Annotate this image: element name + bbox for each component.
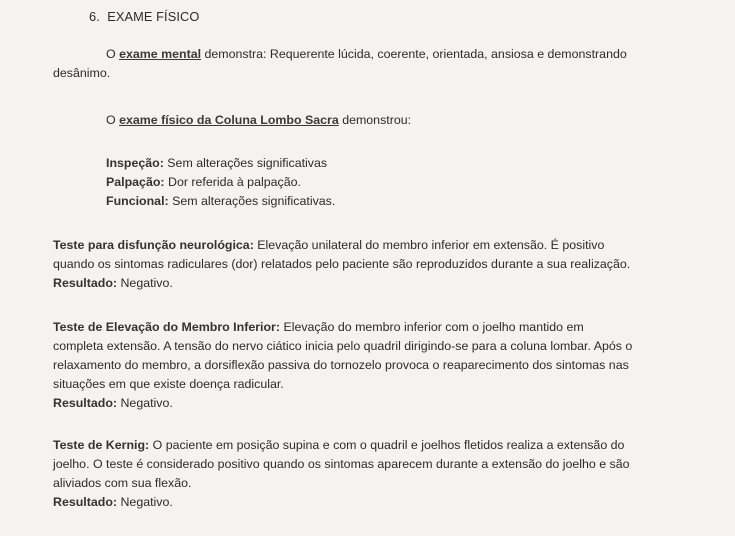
finding-value: Sem alterações significativas. bbox=[168, 194, 336, 208]
mental-exam-link: exame mental bbox=[119, 47, 202, 61]
finding-value: Dor referida à palpação. bbox=[164, 175, 301, 189]
mental-exam-text: demonstra: Requerente lúcida, coerente, orientada, ansiosa e demonstrando bbox=[201, 47, 627, 61]
finding-label: Funcional: bbox=[106, 194, 169, 208]
result-value: Negativo. bbox=[117, 276, 173, 290]
findings-list bbox=[106, 154, 335, 211]
finding-funcional bbox=[106, 192, 335, 211]
test-kernig bbox=[53, 436, 689, 512]
coluna-prefix: O bbox=[106, 113, 120, 127]
coluna-exam-paragraph bbox=[106, 111, 411, 130]
test-label: Teste de Elevação do Membro Inferior: bbox=[53, 320, 280, 334]
coluna-exam-text: demonstrou: bbox=[338, 113, 412, 127]
section-heading bbox=[89, 7, 199, 26]
test-text: relaxamento do membro, a dorsiflexão passiva do tornozelo provoca o reaparecimento dos sintomas nas bbox=[53, 358, 629, 372]
test-elevacao-membro bbox=[53, 318, 689, 413]
test-text: situações em que existe doença radicular. bbox=[53, 377, 284, 391]
test-text: joelho. O teste é considerado positivo quando os sintomas aparecem durante a extensão do joelho e são bbox=[53, 457, 630, 471]
mental-prefix: O bbox=[106, 47, 120, 61]
section-number: 6. bbox=[89, 9, 100, 24]
result-label: Resultado: bbox=[53, 276, 118, 290]
test-text: quando os sintomas radiculares (dor) relatados pelo paciente são reproduzidos durante a sua realização. bbox=[53, 257, 631, 271]
test-label: Teste de Kernig: bbox=[53, 438, 150, 452]
mental-exam-paragraph bbox=[53, 45, 689, 83]
finding-palpacao bbox=[106, 173, 335, 192]
coluna-exam-link: exame físico da Coluna Lombo Sacra bbox=[119, 113, 339, 127]
result-label: Resultado: bbox=[53, 396, 118, 410]
result-value: Negativo. bbox=[117, 396, 173, 410]
test-text: Elevação do membro inferior com o joelho mantido em bbox=[280, 320, 584, 334]
finding-value: Sem alterações significativas bbox=[163, 156, 328, 170]
result-label: Resultado: bbox=[53, 495, 118, 509]
test-text: O paciente em posição supina e com o quadril e joelhos fletidos realiza a extensão do bbox=[149, 438, 625, 452]
test-neurologica bbox=[53, 236, 689, 293]
test-label: Teste para disfunção neurológica: bbox=[53, 238, 254, 252]
test-text: aliviados com sua flexão. bbox=[53, 476, 192, 490]
result-value: Negativo. bbox=[117, 495, 173, 509]
finding-label: Palpação: bbox=[106, 175, 165, 189]
mental-exam-text-2: desânimo. bbox=[53, 66, 111, 80]
section-title: EXAME FÍSICO bbox=[107, 9, 200, 24]
test-text: completa extensão. A tensão do nervo ciático inicia pelo quadril dirigindo-se para a coluna lombar. Após o bbox=[53, 339, 633, 353]
finding-inspecao bbox=[106, 154, 335, 173]
test-text: Elevação unilateral do membro inferior em extensão. É positivo bbox=[253, 238, 605, 252]
finding-label: Inspeção: bbox=[106, 156, 164, 170]
